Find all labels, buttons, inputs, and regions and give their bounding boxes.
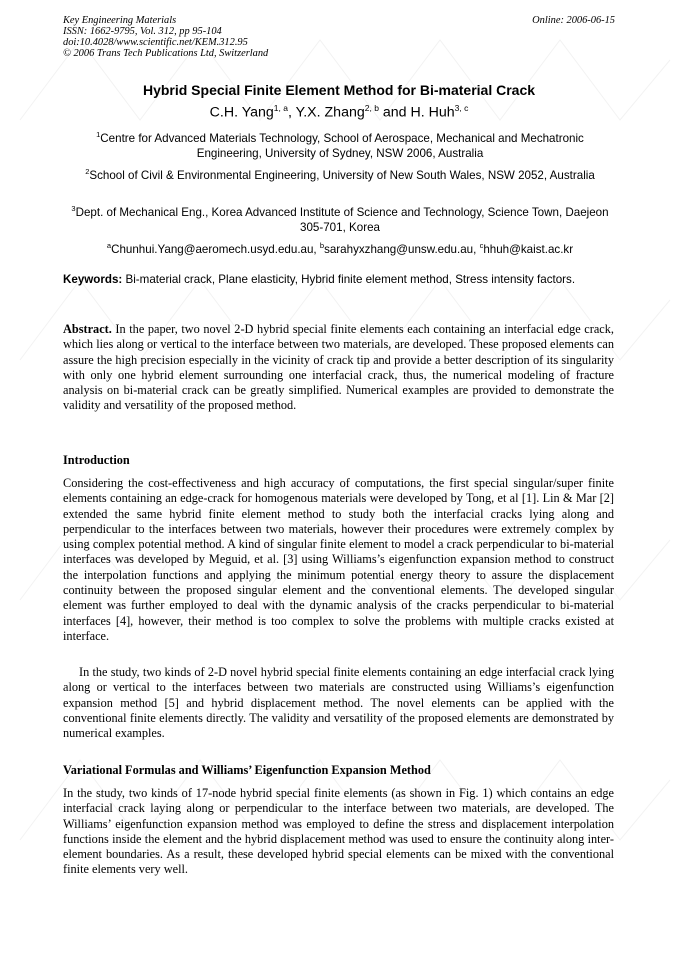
abstract-block <box>63 322 614 414</box>
affiliation-1-superscript: 1 <box>96 130 101 139</box>
keywords-text: Bi-material crack, Plane elasticity, Hybrid finite element method, Stress intensity factors. <box>122 273 576 286</box>
email-b-superscript: b <box>319 241 325 250</box>
online-date: Online: 2006-06-15 <box>532 15 615 26</box>
affiliation-2 <box>70 164 610 183</box>
author-1: C.H. Yang <box>209 104 274 121</box>
author-3: and H. Huh <box>378 104 455 121</box>
email-b: sarahyxzhang@unsw.edu.au, <box>324 242 480 256</box>
affiliation-1 <box>70 127 610 161</box>
journal-header <box>63 15 268 59</box>
introduction-heading: Introduction <box>63 453 130 467</box>
paper-title: Hybrid Special Finite Element Method for Bi-material Crack <box>142 82 536 98</box>
email-c: hhuh@kaist.ac.kr <box>483 242 574 256</box>
affiliation-3 <box>70 201 610 235</box>
introduction-paragraph-2: In the study, two kinds of 2-D novel hybrid special finite elements containing an edge interfacial crack lying along or vertical to the interfaces between two materials are constructed using Williams’s eigenfunction expansion method [5] and hybrid displacement method. The novel elements can be applied with the conventional finite elements directly. The validity and versatility of the proposed elements are demonstrated by numerical examples. <box>63 665 614 741</box>
email-a: Chunhui.Yang@aeromech.usyd.edu.au, <box>111 242 320 256</box>
introduction-paragraph-1: Considering the cost-effectiveness and high accuracy of computations, the first special singular/super finite elements containing an edge-crack for homogenous materials were developed by Tong, et al [1]. Lin & Mar [2] extended the same hybrid finite element method to study both the interfacial cracks lying along and perpendicular to the interfaces between two materials, however their procedures were extremely complex by using complex potential method. A kind of singular finite element to model a crack perpendicular to bi-material interfaces was developed by Meguid, et al. [3] using Williams’s eigenfunction expansion method to construct the interpolation functions and applying the minimum potential energy theory to assure the displacement continuity between the proposed singular element and the conventional elements. The developed singular element was further employed to deal with the dynamic analysis of the cracks perpendicular to bi-material interfaces [4], however, their method is too complex to solve the problems with multiple cracks existed at interface. <box>63 476 614 643</box>
affiliation-3-superscript: 3 <box>71 204 76 213</box>
affiliation-2-text: School of Civil & Environmental Engineering, University of New South Wales, NSW 2052, Australia <box>89 168 595 182</box>
affiliation-3-text: Dept. of Mechanical Eng., Korea Advanced Institute of Science and Technology, Science Town, Daejeon 305-701, Korea <box>75 205 609 234</box>
author-line <box>0 103 678 121</box>
email-c-superscript: c <box>479 241 484 250</box>
abstract-label: Abstract. <box>63 322 112 336</box>
variational-paragraph-1: In the study, two kinds of 17-node hybrid special finite elements (as shown in Fig. 1) which contains an edge interfacial crack laying along or perpendicular to the interface between two materials, are developed. The Williams’ eigenfunction expansion method was employed to define the stress and displacement interpolation functions inside the element and the hybrid displacement method was used to ensure the continuity along inter-element boundaries. As a result, these developed hybrid special elements can be mixed with the conventional finite elements very well. <box>63 786 614 877</box>
affiliation-2-superscript: 2 <box>85 167 90 176</box>
author-2: , Y.X. Zhang <box>287 104 365 121</box>
abstract-text: In the paper, two novel 2-D hybrid special finite elements each containing an interfacial edge crack, which lies along or vertical to the interface between two materials, are developed. These proposed elements can assure the high precision especially in the vicinity of crack tip and provide a better description of its singularity with only one hybrid element surrounding one interfacial crack, thus, the numerical modeling of fracture analysis on bi-material crack can be greatly simplified. Numerical examples are provided to demonstrate the validity and versatility of the proposed method. <box>63 322 614 413</box>
keywords-block <box>63 272 614 288</box>
author-1-superscript: 1, a <box>273 103 288 113</box>
keywords-label: Keywords: <box>63 273 123 286</box>
journal-name: Key Engineering Materials <box>63 15 177 26</box>
author-2-superscript: 2, b <box>364 103 379 113</box>
variational-heading: Variational Formulas and Williams’ Eigenfunction Expansion Method <box>63 763 431 777</box>
affiliation-1-text: Centre for Advanced Materials Technology, School of Aerospace, Mechanical and Mechatronic Engineering, University of Sydney, NSW 2006, Australia <box>100 131 584 160</box>
email-line <box>40 238 640 257</box>
author-3-superscript: 3, c <box>454 103 469 113</box>
email-a-superscript: a <box>106 241 112 250</box>
copyright-line: © 2006 Trans Tech Publications Ltd, Switzerland <box>63 48 269 59</box>
doi-line: doi:10.4028/www.scientific.net/KEM.312.95 <box>63 37 248 48</box>
issn-line: ISSN: 1662-9795, Vol. 312, pp 95-104 <box>63 26 222 37</box>
